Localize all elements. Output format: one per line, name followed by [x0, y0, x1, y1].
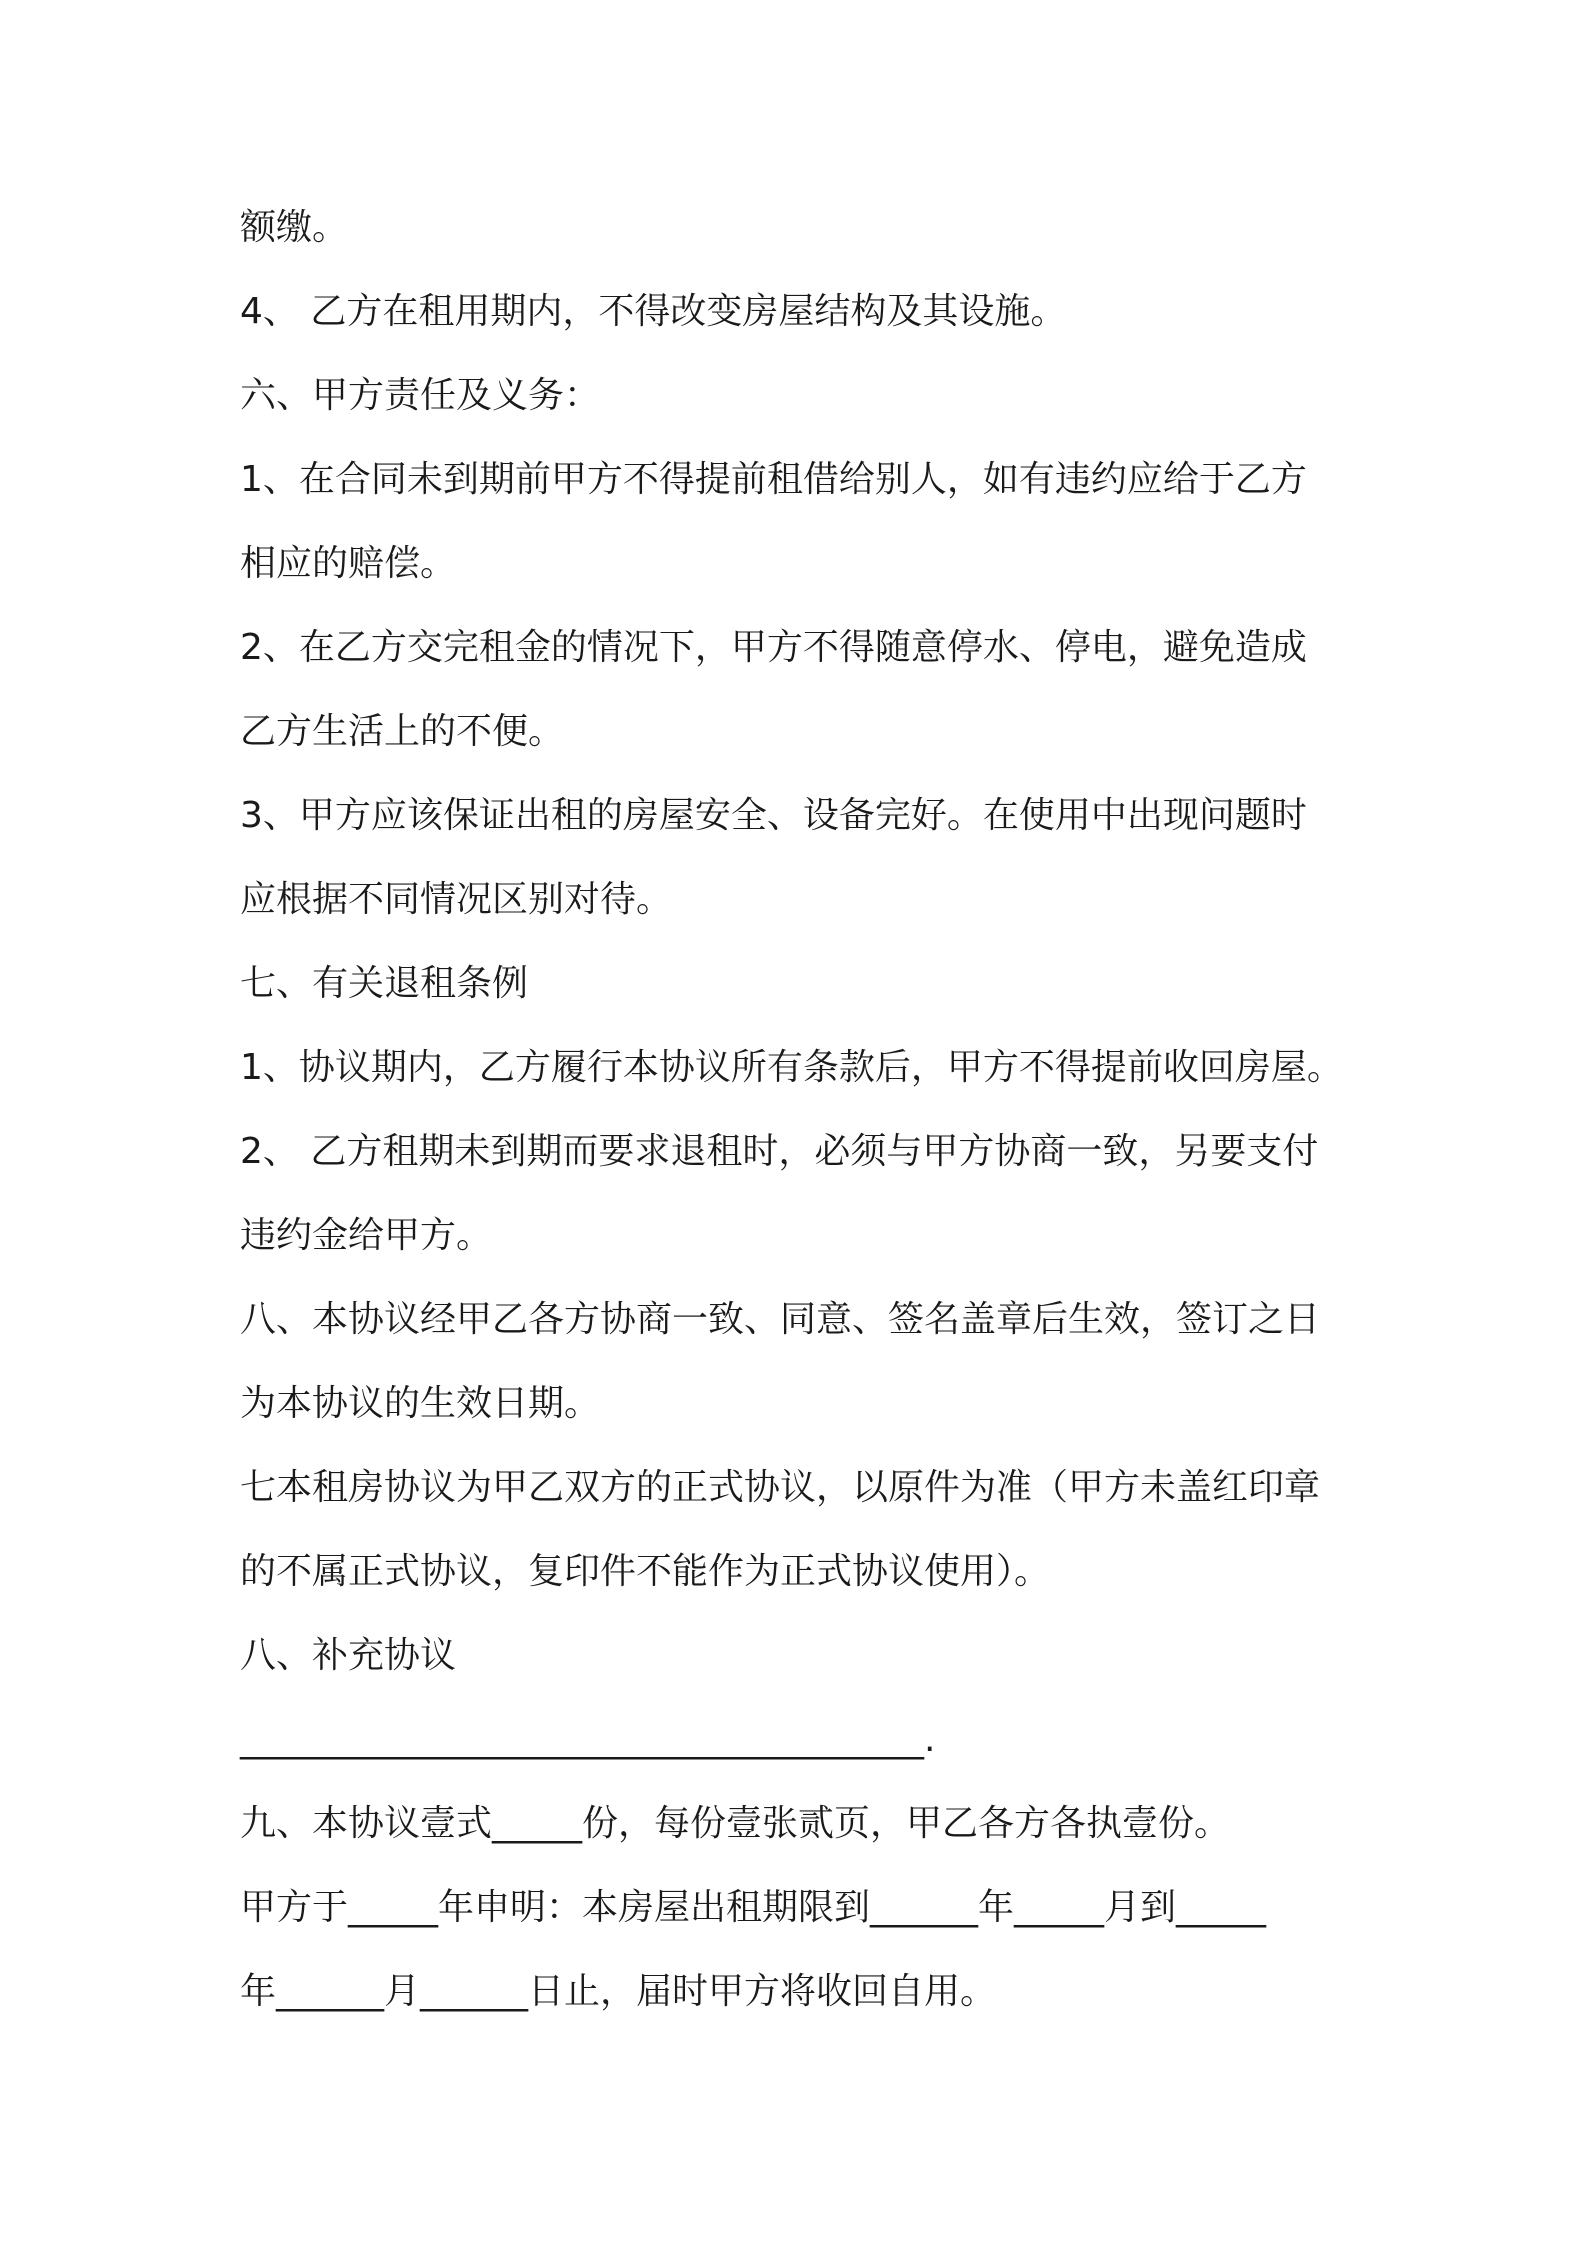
- section-heading: 八、补充协议: [240, 1635, 457, 1676]
- text-line: 的不属正式协议，复印件不能作为正式协议使用）。: [240, 1551, 1051, 1592]
- text-line: 为本协议的生效日期。: [240, 1383, 601, 1424]
- text-line: 1、协议期内，乙方履行本协议所有条款后，甲方不得提前收回房屋。: [240, 1047, 1343, 1088]
- text-line: 九、本协议壹式_____份，每份壹张贰页，甲乙各方各执壹份。: [240, 1803, 1231, 1844]
- supplement-blank-line: ______________________________________.: [240, 1719, 936, 1760]
- text-line: 额缴。: [240, 207, 349, 248]
- text-line: 4、 乙方在租用期内，不得改变房屋结构及其设施。: [240, 291, 1067, 332]
- text-line: 2、在乙方交完租金的情况下，甲方不得随意停水、停电，避免造成: [240, 627, 1307, 668]
- text-line: 2、 乙方租期未到期而要求退租时，必须与甲方协商一致，另要支付: [240, 1131, 1319, 1172]
- text-line: 七本租房协议为甲乙双方的正式协议，以原件为准（甲方未盖红印章: [240, 1467, 1321, 1508]
- text-line: 违约金给甲方。: [240, 1215, 493, 1256]
- text-line: 甲方于_____年申明：本房屋出租期限到______年_____月到_____: [240, 1887, 1267, 1928]
- text-line: 乙方生活上的不便。: [240, 711, 565, 752]
- text-line: 年______月______日止，届时甲方将收回自用。: [240, 1971, 997, 2012]
- section-heading: 七、有关退租条例: [240, 963, 529, 1004]
- section-heading: 六、甲方责任及义务：: [240, 375, 601, 416]
- text-line: 3、甲方应该保证出租的房屋安全、设备完好。在使用中出现问题时: [240, 795, 1307, 836]
- text-line: 应根据不同情况区别对待。: [240, 879, 673, 920]
- text-line: 1、在合同未到期前甲方不得提前租借给别人，如有违约应给于乙方: [240, 459, 1307, 500]
- text-line: 八、本协议经甲乙各方协商一致、同意、签名盖章后生效，签订之日: [240, 1299, 1321, 1340]
- text-line: 相应的赔偿。: [240, 543, 457, 584]
